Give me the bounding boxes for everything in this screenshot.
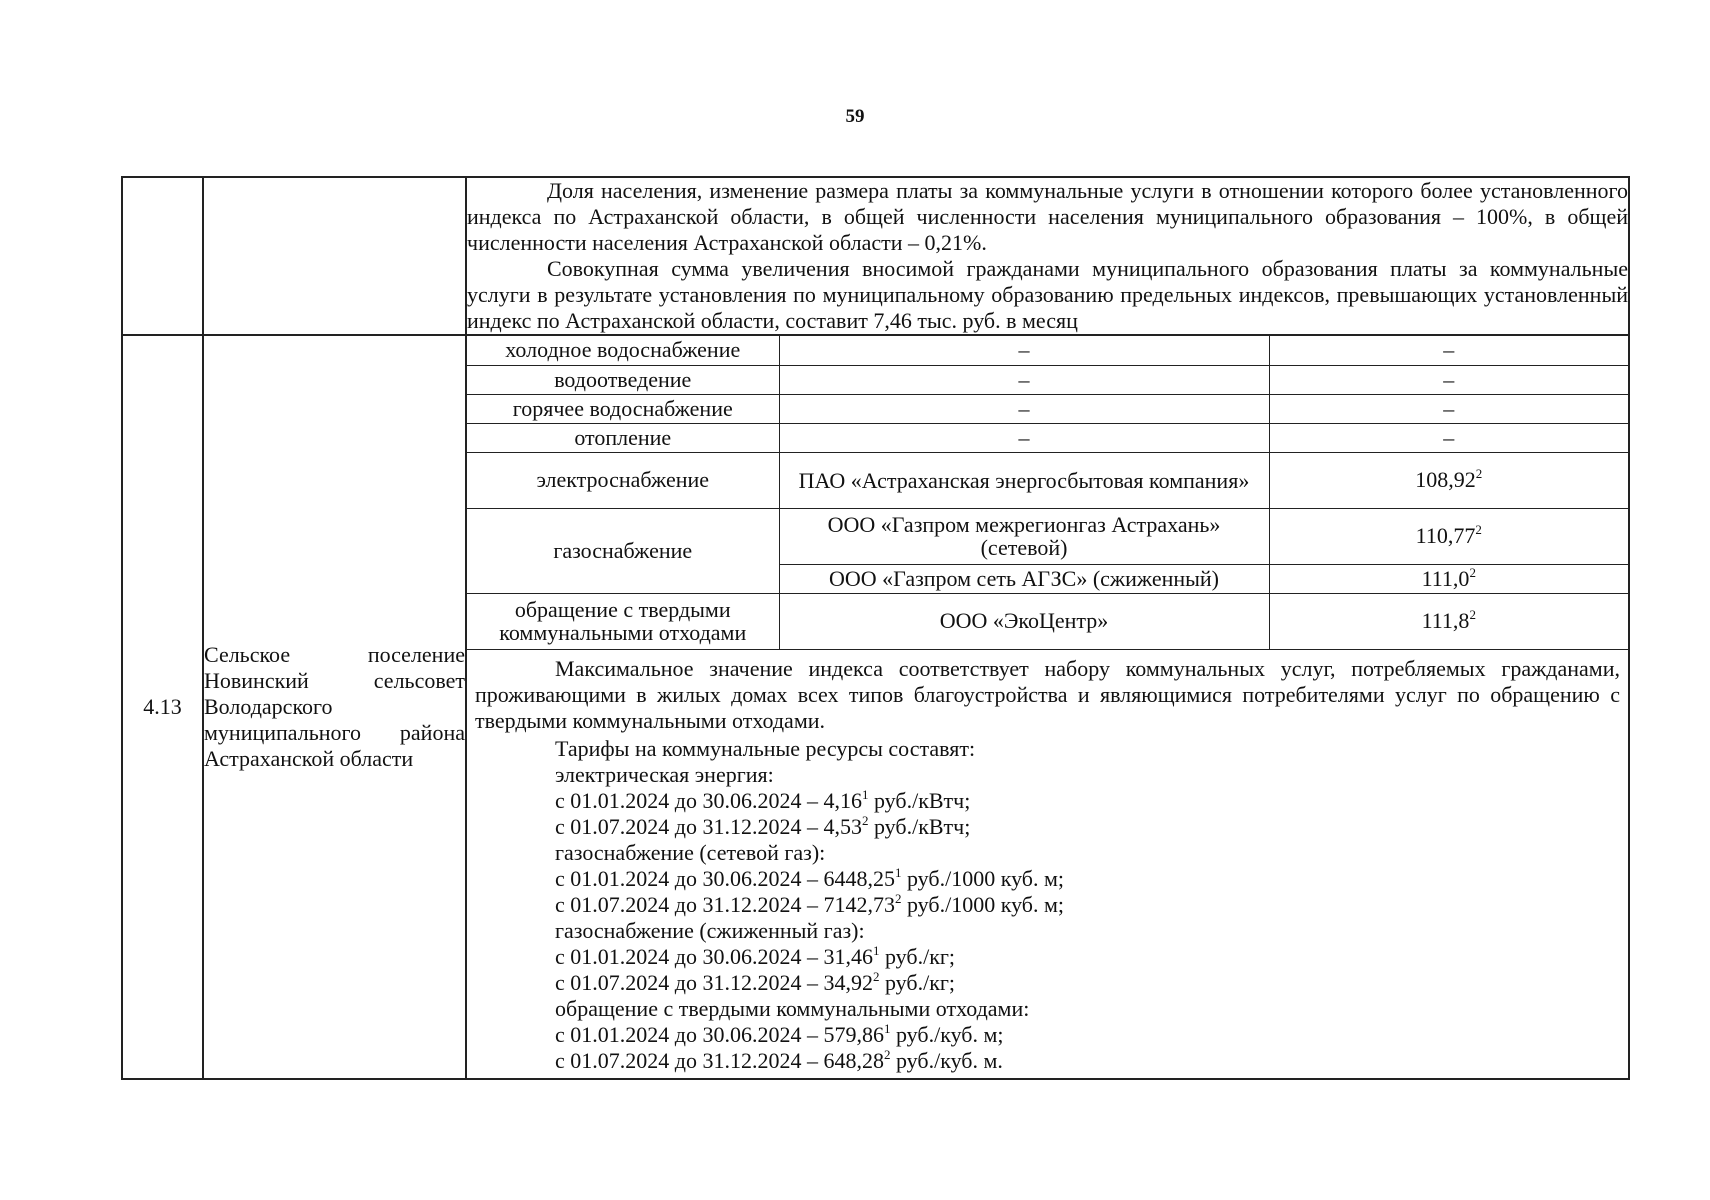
service-row-electricity	[467, 452, 1628, 508]
tariff-line: с 01.01.2024 до 30.06.2024 – 6448,25$^1$ руб./1000 куб. м;	[555, 864, 1065, 891]
service-name: обращение с твердыми коммунальными отходами	[467, 593, 779, 649]
service-row-heating	[467, 423, 1628, 452]
service-index: –	[1269, 365, 1628, 394]
paragraph-total-increase: Совокупная сумма увеличения вносимой гражданами муниципального образования платы за коммунальные услуги в результате установления по муниципальному образованию предельных индексов, превышающих установленный индекс по Астраханской области, составит 7,46 тыс. руб. в месяц	[467, 256, 1628, 333]
paragraph-max-index: Максимальное значение индекса соответствует набору коммунальных услуг, потребляемых гражданами, проживающими в жилых домах всех типов благоустройства и являющимися потребителями услуг по обращению с твердыми коммунальными отходами.	[475, 655, 1620, 733]
population-share-text	[466, 177, 1629, 335]
service-index: –	[1269, 336, 1628, 365]
index-value: 110,77	[1415, 523, 1476, 548]
tariff-line: обращение с твердыми коммунальными отходами:	[555, 995, 1030, 1021]
max-index-text	[467, 650, 1628, 734]
service-provider: ООО «Газпром сеть АГЗС» (сжиженный)	[779, 564, 1269, 593]
service-index: –	[1269, 394, 1628, 423]
service-provider: –	[779, 336, 1269, 365]
service-index	[1269, 508, 1628, 564]
service-index: –	[1269, 423, 1628, 452]
municipality-cell-empty	[203, 177, 466, 335]
service-name: электроснабжение	[467, 452, 779, 508]
document-table	[121, 176, 1630, 1080]
footnote-mark: 2	[1469, 564, 1476, 580]
service-provider: –	[779, 365, 1269, 394]
number-cell-empty	[122, 177, 203, 335]
service-provider: –	[779, 394, 1269, 423]
tariff-line: газоснабжение (сжиженный газ):	[555, 917, 865, 943]
tariff-line: газоснабжение (сетевой газ):	[555, 839, 826, 865]
paragraph-population-share: Доля населения, изменение размера платы за коммунальные услуги в отношении которого более установленного индекса по Астраханской области, в общей численности населения муниципального образования – 100%, в общей численности населения Астраханской области – 0,21%.	[467, 178, 1628, 255]
service-provider: ПАО «Астраханская энергосбытовая компания»	[779, 452, 1269, 508]
tariff-line: с 01.07.2024 до 31.12.2024 – 4,53$^2$ руб./кВтч;	[555, 812, 971, 839]
index-value: 108,92	[1415, 467, 1476, 492]
service-row-hot-water	[467, 394, 1628, 423]
services-table	[467, 336, 1628, 650]
footnote-mark: 2	[1469, 607, 1476, 622]
services-cell	[466, 335, 1629, 1079]
index-value: 111,8	[1421, 608, 1470, 633]
tariff-line: Тарифы на коммунальные ресурсы составят:	[555, 735, 976, 761]
tariff-line: электрическая энергия:	[555, 761, 774, 787]
tariff-line: с 01.01.2024 до 30.06.2024 – 4,16$^1$ руб./кВтч;	[555, 786, 971, 813]
municipality-name: Сельское поселение Новинский сельсовет Володарского муниципального района Астраханской области	[203, 335, 466, 1079]
table-row-continuation	[122, 177, 1629, 335]
tariff-line: с 01.01.2024 до 30.06.2024 – 31,46$^1$ руб./кг;	[555, 942, 956, 969]
footnote-mark: 2	[1475, 466, 1483, 481]
tariff-line: с 01.01.2024 до 30.06.2024 – 579,86$^1$ руб./куб. м;	[555, 1020, 1004, 1047]
row-number: 4.13	[122, 335, 203, 1079]
index-value: 111,0	[1421, 565, 1470, 591]
service-name: водоотведение	[467, 365, 779, 394]
service-name: холодное водоснабжение	[467, 336, 779, 365]
service-provider: ООО «Газпром межрегионгаз Астрахань» (сетевой)	[779, 508, 1269, 564]
service-index	[1269, 593, 1628, 649]
service-index	[1269, 564, 1628, 593]
service-name: отопление	[467, 423, 779, 452]
tariff-list	[467, 734, 1628, 1078]
tariff-line: с 01.07.2024 до 31.12.2024 – 34,92$^2$ руб./кг;	[555, 968, 956, 995]
service-row-sewerage	[467, 365, 1628, 394]
tariff-line: с 01.07.2024 до 31.12.2024 – 7142,73$^2$ руб./1000 куб. м;	[555, 890, 1065, 917]
service-row-cold-water	[467, 336, 1628, 365]
service-row-solid-waste	[467, 593, 1628, 649]
service-provider: –	[779, 423, 1269, 452]
footnote-mark: 2	[1475, 522, 1482, 537]
table-row-4-13	[122, 335, 1629, 1079]
service-provider: ООО «ЭкоЦентр»	[779, 593, 1269, 649]
service-name: газоснабжение	[467, 508, 779, 593]
service-name: горячее водоснабжение	[467, 394, 779, 423]
page-number: 59	[845, 106, 865, 127]
tariff-line: с 01.07.2024 до 31.12.2024 – 648,28$^2$ руб./куб. м.	[555, 1046, 1003, 1073]
service-index	[1269, 452, 1628, 508]
service-row-gas-network	[467, 508, 1628, 564]
